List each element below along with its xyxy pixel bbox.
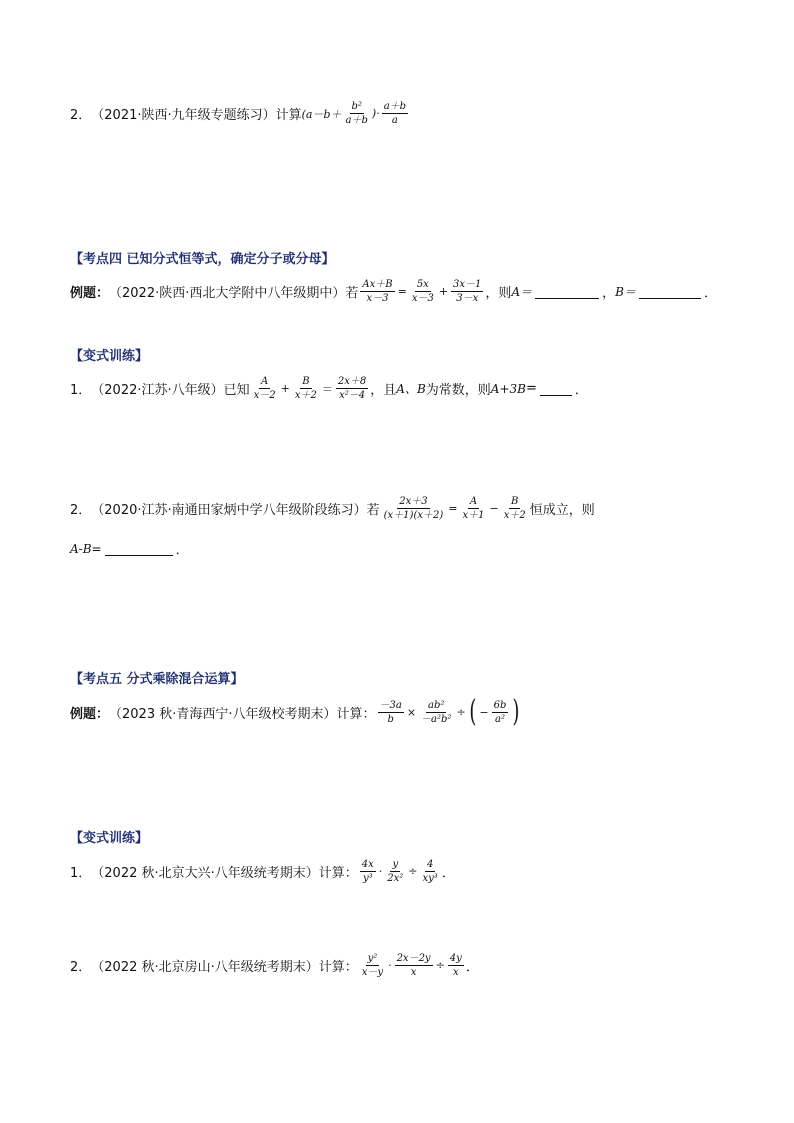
fraction (385, 858, 405, 885)
question-source: （2022 秋·北京房山·八年级统考期末）计算： (91, 960, 358, 975)
fraction (360, 858, 376, 885)
denominator: x²－4 (339, 390, 366, 401)
section-title-kp4: 【考点四 已知分式恒等式，确定分子或分母】 (70, 252, 335, 267)
period: ． (441, 866, 455, 881)
numerator: 3x－1 (453, 279, 482, 290)
question-source: （2022 秋·北京大兴·八年级统考期末）计算： (91, 866, 358, 881)
answer-blank-b[interactable] (639, 284, 701, 299)
period: ． (175, 543, 189, 558)
equals: = (525, 381, 537, 396)
training2-question-2: 2． （2022 秋·北京房山·八年级统考期末）计算： $\frac{\text{y²}}{x-y}$ · $\frac{2x-2y}{x}$ ÷ $\frac{4y}{x}$ ． (70, 953, 479, 978)
denominator: a² (494, 713, 505, 725)
text: 恒成立，则 (529, 503, 595, 518)
fraction (378, 699, 404, 726)
denominator: (x＋1)(x＋2) (383, 510, 444, 521)
question-2-top (70, 100, 410, 127)
fraction (382, 495, 446, 522)
training2-question-1: 1． （2022 秋·北京大兴·八年级统考期末）计算： $\frac{4x}{\text{y³}}$ · $\frac{y}{\text{2x²}}$ ÷ $\frac{4}{\text{xy³}}$ ． (70, 859, 455, 884)
section-title-kp5: 【考点五 分式乘除混合运算】 (70, 672, 244, 687)
period: ． (703, 286, 717, 301)
numerator: ab² (428, 699, 445, 711)
denominator: 2x² (387, 873, 404, 884)
numerator: A (261, 376, 269, 387)
numerator: y (392, 859, 399, 870)
example-source: （2022·陕西·西北大学附中八年级期中）若 (109, 286, 359, 301)
denominator: x＋2 (294, 390, 317, 401)
training-question-2-answer (70, 539, 189, 558)
separator: ， (602, 286, 616, 301)
numerator: B (302, 376, 310, 387)
period: ． (574, 383, 588, 398)
denominator: y³ (362, 873, 373, 884)
variables: A、B (396, 382, 426, 396)
fraction (360, 952, 385, 979)
fraction (460, 495, 486, 522)
fraction (293, 375, 319, 402)
numerator: Ax＋B (362, 279, 393, 290)
period: ． (465, 960, 479, 975)
answer-blank-a[interactable] (535, 284, 599, 299)
fraction (419, 699, 453, 726)
numerator: 2x－2y (396, 953, 431, 964)
text: 为常数，则 (425, 383, 491, 398)
left-paren: ( (469, 694, 477, 729)
fraction (421, 858, 440, 885)
fraction (344, 100, 370, 127)
fraction (410, 278, 436, 305)
numerator: B (511, 496, 519, 507)
question-number: 2． (70, 503, 92, 518)
fraction (502, 495, 528, 522)
training-question-1: 1． （2022·江苏·八年级）已知 $\frac{A}{x-2}$ + $\frac{B}{x+2}$ ＝ $\frac{2x+8}{\text{x²－4}}$ ，且 A、B 为常数，则 A+3B = ． (70, 376, 588, 401)
numerator: 2x＋8 (337, 376, 367, 387)
question-source: （2021·陕西·九年级专题练习）计算 (91, 108, 302, 123)
example-kp5: 例题： （2023 秋·青海西宁·八年级校考期末）计算： $\frac{-3a}{b}$ × $\frac{\text{ab²}}{\text{－a²b²}}$ ÷ ( − $\frac{6b}{\text{a²}}$ ) (70, 694, 520, 729)
answer-blank[interactable] (105, 541, 173, 556)
question-number: 2． (70, 108, 92, 123)
denominator: x－3 (411, 293, 434, 304)
expression: A+3B (490, 381, 526, 396)
numerator: 2x＋3 (399, 496, 428, 507)
section-title-training: 【变式训练】 (70, 349, 149, 364)
right-paren: ) (512, 694, 520, 729)
denominator: x－2 (253, 390, 276, 401)
fraction (382, 100, 408, 127)
denominator: a＋b (345, 115, 368, 126)
denominator: xy³ (422, 873, 438, 884)
variable-b: B＝ (615, 285, 636, 299)
fraction (252, 375, 278, 402)
section-title-training-2: 【变式训练】 (70, 831, 149, 846)
question-source: （2020·江苏·南通田家炳中学八年级阶段练习）若 (91, 503, 380, 518)
example-label: 例题： (70, 706, 110, 722)
numerator: 4 (426, 859, 434, 870)
numerator: a＋b (383, 101, 407, 112)
math-text: (a－b＋ (301, 107, 342, 121)
numerator: 6b (493, 699, 507, 711)
variable-a: A＝ (511, 285, 533, 299)
question-source: （2022·江苏·八年级）已知 (91, 383, 250, 398)
numerator: b² (351, 101, 362, 112)
example-source: （2023 秋·青海西宁·八年级校考期末）计算： (109, 706, 376, 722)
fraction (395, 952, 433, 979)
fraction (448, 952, 464, 979)
numerator: A (469, 496, 478, 507)
example-kp4: 例题： （2022·陕西·西北大学附中八年级期中）若 $\frac{Ax+B}{x-3}$ = $\frac{5x}{x-3}$ + $\frac{3x-1}{3-x}$ ，则 A＝ ， B＝ ． (70, 279, 717, 304)
fraction (336, 375, 368, 402)
denominator: a (391, 115, 398, 126)
numerator: 4y (449, 953, 462, 964)
numerator: －3a (379, 699, 402, 711)
answer-blank[interactable] (540, 381, 572, 396)
question-number: 2． (70, 960, 92, 975)
fraction (451, 278, 483, 305)
denominator: x (452, 967, 459, 978)
text: ，且 (370, 383, 397, 398)
example-label: 例题： (70, 286, 110, 301)
denominator: b (387, 713, 394, 725)
denominator: －a²b² (421, 713, 452, 725)
fraction (492, 699, 509, 726)
denominator: x (410, 967, 417, 978)
denominator: 3－x (456, 293, 479, 304)
numerator: y² (367, 953, 378, 964)
expression: A-B= (70, 541, 102, 556)
numerator: 4x (361, 859, 374, 870)
fraction (360, 278, 394, 305)
question-number: 1． (70, 866, 92, 881)
denominator: x＋2 (503, 510, 526, 521)
denominator: x－y (361, 967, 384, 978)
training-question-2: 2． （2020·江苏·南通田家炳中学八年级阶段练习）若 $\frac{2x+3}{(x+1)(x+2)}$ = $\frac{A}{x+1}$ − $\frac{B}{x+2}$ 恒成立，则 (70, 496, 595, 521)
numerator: 5x (416, 279, 429, 290)
text: ，则 (485, 286, 512, 301)
denominator: x－3 (366, 293, 389, 304)
question-number: 1． (70, 383, 92, 398)
denominator: x＋1 (462, 510, 485, 521)
math-text: )· (371, 107, 380, 120)
